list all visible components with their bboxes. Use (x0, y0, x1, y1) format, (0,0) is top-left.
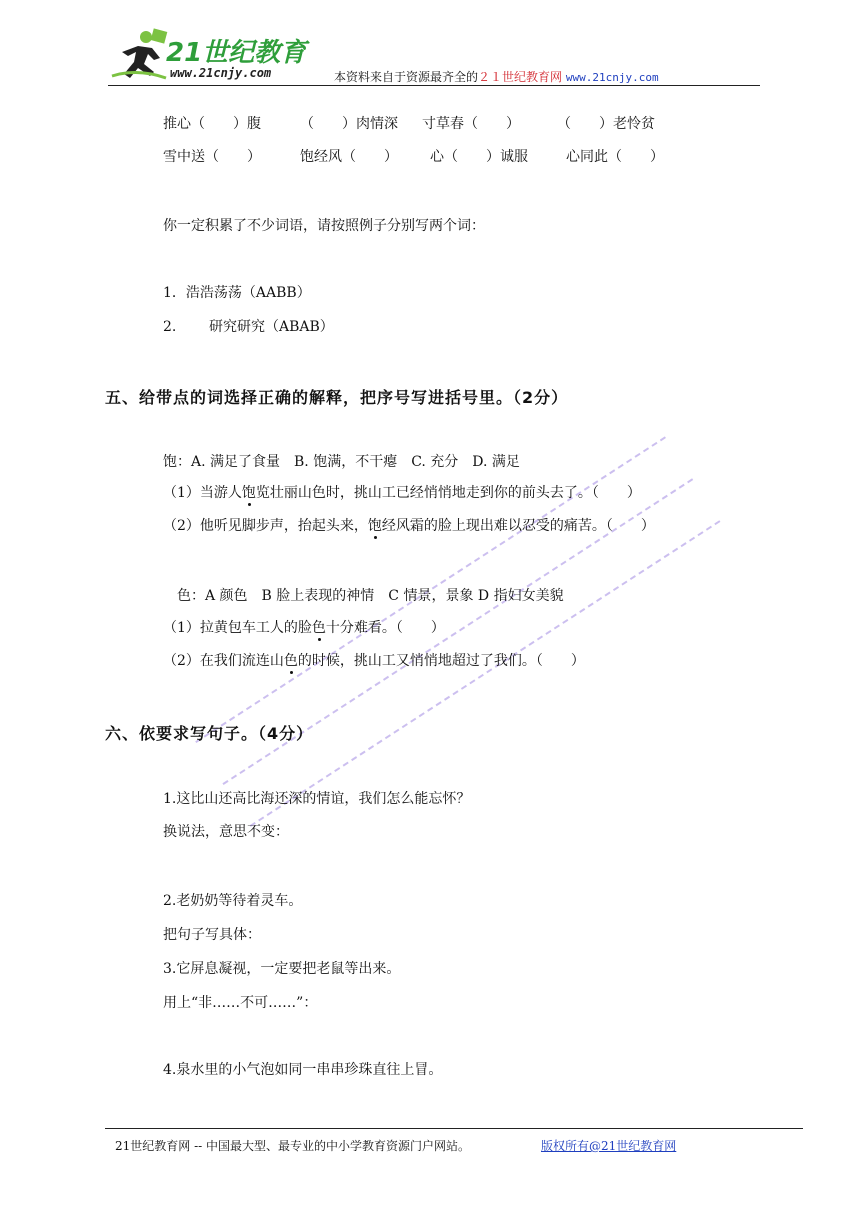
example-2-text: 研究研究（ABAB） (209, 319, 334, 335)
dotted-char: 色 (283, 653, 298, 669)
idiom: 心同此（ ） (566, 149, 664, 165)
idiom: 推心（ ）腹 (163, 116, 261, 132)
idiom: 饱经风（ ） (300, 149, 398, 165)
source-line (334, 68, 659, 85)
se-question-1: （1）拉黄包车工人的脸色十分难看。（ ） (163, 620, 445, 636)
bao-options: 饱：A. 满足了食量 B. 饱满，不干瘪 C. 充分 D. 满足 (163, 454, 520, 470)
question-3-requirement: 用上“非……不可……”： (163, 995, 318, 1011)
logo-text: 21世纪教育 (166, 38, 307, 68)
idiom: （ ）肉情深 (300, 116, 398, 132)
question-2: 2.老奶奶等待着灵车。 (163, 893, 303, 909)
dotted-char: 饱 (241, 485, 256, 501)
question-2-requirement: 把句子写具体： (163, 927, 261, 943)
source-prefix: 本资料来自于资源最齐全的 (334, 70, 479, 84)
logo-url: www.21cnjy.com (170, 66, 272, 80)
dotted-char: 色 (311, 620, 326, 636)
idiom: （ ）老怜贫 (557, 116, 655, 132)
bao-question-2: （2）他听见脚步声，抬起头来，饱经风霜的脸上现出难以忍受的痛苦。（ ） (163, 518, 655, 534)
runner-icon (108, 28, 170, 84)
idiom: 雪中送（ ） (163, 149, 261, 165)
question-1: 1.这比山还高比海还深的情谊，我们怎么能忘怀？ (163, 791, 471, 807)
example-2-number: 2. (163, 319, 177, 335)
example-1: 1．浩浩荡荡（AABB） (163, 285, 311, 301)
idiom: 寸草春（ ） (422, 116, 520, 132)
footer-text: 21世纪教育网 -- 中国最大型、最专业的中小学教育资源门户网站。 (115, 1139, 471, 1153)
copyright-link[interactable]: 版权所有@21世纪教育网 (541, 1139, 677, 1153)
logo (108, 26, 308, 88)
source-site[interactable]: ２１世纪教育网 (478, 70, 563, 84)
dotted-char: 饱 (367, 518, 382, 534)
question-1-requirement: 换说法，意思不变： (163, 824, 289, 840)
se-options: 色：A 颜色 B 脸上表现的神情 C 情景，景象 D 指妇女美貌 (177, 588, 564, 604)
section-6-title: 六、依要求写句子。（4分） (105, 724, 314, 743)
question-3: 3.它屏息凝视，一定要把老鼠等出来。 (163, 961, 401, 977)
footer-rule (105, 1128, 803, 1129)
source-url[interactable]: www.21cnjy.com (565, 71, 659, 84)
bao-question-1: （1）当游人饱览壮丽山色时，挑山工已经悄悄地走到你的前头去了。（ ） (163, 485, 641, 501)
se-question-2: （2）在我们流连山色的时候，挑山工又悄悄地超过了我们。（ ） (163, 653, 585, 669)
instruction: 你一定积累了不少词语，请按照例子分别写两个词： (163, 218, 485, 234)
question-4: 4.泉水里的小气泡如同一串串珍珠直往上冒。 (163, 1062, 443, 1078)
idiom: 心（ ）诚服 (430, 149, 528, 165)
header-rule (108, 85, 760, 86)
section-5-title: 五、给带点的词选择正确的解释，把序号写进括号里。（2分） (105, 388, 569, 407)
